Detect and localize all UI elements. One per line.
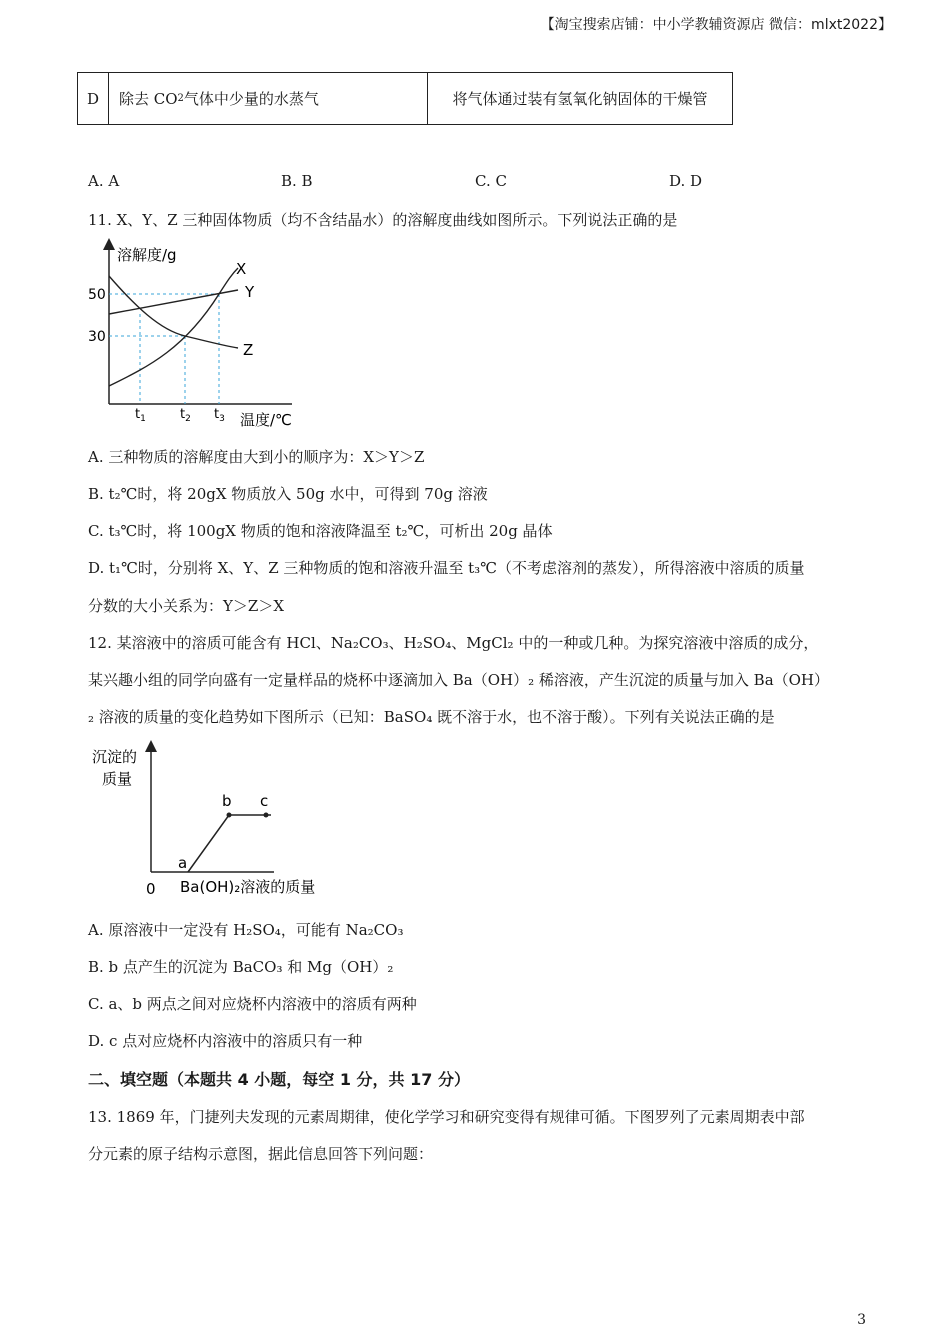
q10-option-c: C. C bbox=[475, 172, 507, 190]
origin-label: 0 bbox=[146, 880, 156, 898]
xtick-t1: $t_1$ bbox=[135, 407, 146, 424]
q11-option-c: C. t₃℃时，将 100gX 物质的饱和溶液降温至 t₂℃，可析出 20g 晶体 bbox=[88, 522, 553, 540]
ytick-50: 50 bbox=[88, 287, 106, 303]
page-number: 3 bbox=[857, 1312, 866, 1328]
x-axis-label: Ba(OH)₂溶液的质量 bbox=[180, 878, 316, 896]
q12-option-c: C. a、b 两点之间对应烧杯内溶液中的溶质有两种 bbox=[88, 995, 417, 1013]
precipitate-line bbox=[188, 815, 271, 872]
label-y: Y bbox=[245, 283, 255, 301]
label-z: Z bbox=[243, 341, 254, 359]
q12-stem-2: 某兴趣小组的同学向盛有一定量样品的烧杯中逐滴加入 Ba（OH）₂ 稀溶液，产生沉淀的质量与加入 Ba（OH） bbox=[88, 671, 830, 689]
q11-option-b: B. t₂℃时，将 20gX 物质放入 50g 水中，可得到 70g 溶液 bbox=[88, 485, 488, 503]
solubility-chart bbox=[80, 238, 320, 438]
q12-option-b: B. b 点产生的沉淀为 BaCO₃ 和 Mg（OH）₂ bbox=[88, 958, 394, 976]
x-axis-label: 温度/℃ bbox=[240, 411, 292, 429]
q12-stem-3: ₂ 溶液的质量的变化趋势如下图所示（已知：BaSO₄ 既不溶于水，也不溶于酸）。下列有关说法正确的是 bbox=[88, 708, 775, 726]
point-b bbox=[227, 813, 232, 818]
row-method: 将气体通过装有氢氧化钠固体的干燥管 bbox=[452, 90, 708, 108]
y-axis-label-2: 质量 bbox=[102, 770, 133, 788]
precipitate-chart bbox=[88, 738, 358, 902]
page-header: 【淘宝搜索店铺：中小学教辅资源店 微信：mlxt2022】 bbox=[540, 17, 892, 33]
q12-option-a: A. 原溶液中一定没有 H₂SO₄，可能有 Na₂CO₃ bbox=[88, 921, 404, 939]
q10-option-b: B. B bbox=[281, 172, 313, 190]
label-c: c bbox=[260, 792, 269, 810]
q12-option-d: D. c 点对应烧杯内溶液中的溶质只有一种 bbox=[88, 1032, 363, 1050]
q10-option-a: A. A bbox=[88, 172, 120, 190]
xtick-t3: $t_3$ bbox=[214, 407, 225, 424]
section-heading: 二、填空题（本题共 4 小题，每空 1 分，共 17 分） bbox=[88, 1070, 470, 1089]
ytick-30: 30 bbox=[88, 329, 106, 345]
q11-stem: 11. X、Y、Z 三种固体物质（均不含结晶水）的溶解度曲线如图所示。下列说法正确的是 bbox=[88, 211, 678, 229]
y-axis-label: 溶解度/g bbox=[117, 246, 177, 264]
q10-option-d: D. D bbox=[669, 172, 703, 190]
q13-line-1: 13. 1869 年，门捷列夫发现的元素周期律，使化学学习和研究变得有规律可循。下图罗列了元素周期表中部 bbox=[88, 1108, 805, 1126]
label-a: a bbox=[178, 854, 188, 872]
point-c bbox=[264, 813, 269, 818]
q11-option-d: D. t₁℃时，分别将 X、Y、Z 三种物质的饱和溶液升温至 t₃℃（不考虑溶剂的蒸发），所得溶液中溶质的质量 bbox=[88, 559, 805, 577]
row-task: 除去 CO 2 气体中少量的水蒸气 bbox=[109, 73, 428, 124]
option-table-row bbox=[77, 72, 733, 125]
q11-option-d-cont: 分数的大小关系为：Y＞Z＞X bbox=[88, 597, 285, 615]
row-letter: D bbox=[78, 73, 109, 124]
y-axis-label-1: 沉淀的 bbox=[92, 748, 138, 766]
q13-line-2: 分元素的原子结构示意图，据此信息回答下列问题： bbox=[88, 1145, 434, 1163]
label-x: X bbox=[236, 260, 247, 278]
label-b: b bbox=[222, 792, 232, 810]
q11-option-a: A. 三种物质的溶解度由大到小的顺序为：X＞Y＞Z bbox=[88, 448, 425, 466]
q12-stem-1: 12. 某溶液中的溶质可能含有 HCl、Na₂CO₃、H₂SO₄、MgCl₂ 中的一种或几种。为探究溶液中溶质的成分， bbox=[88, 634, 819, 652]
xtick-t2: $t_2$ bbox=[180, 407, 191, 424]
